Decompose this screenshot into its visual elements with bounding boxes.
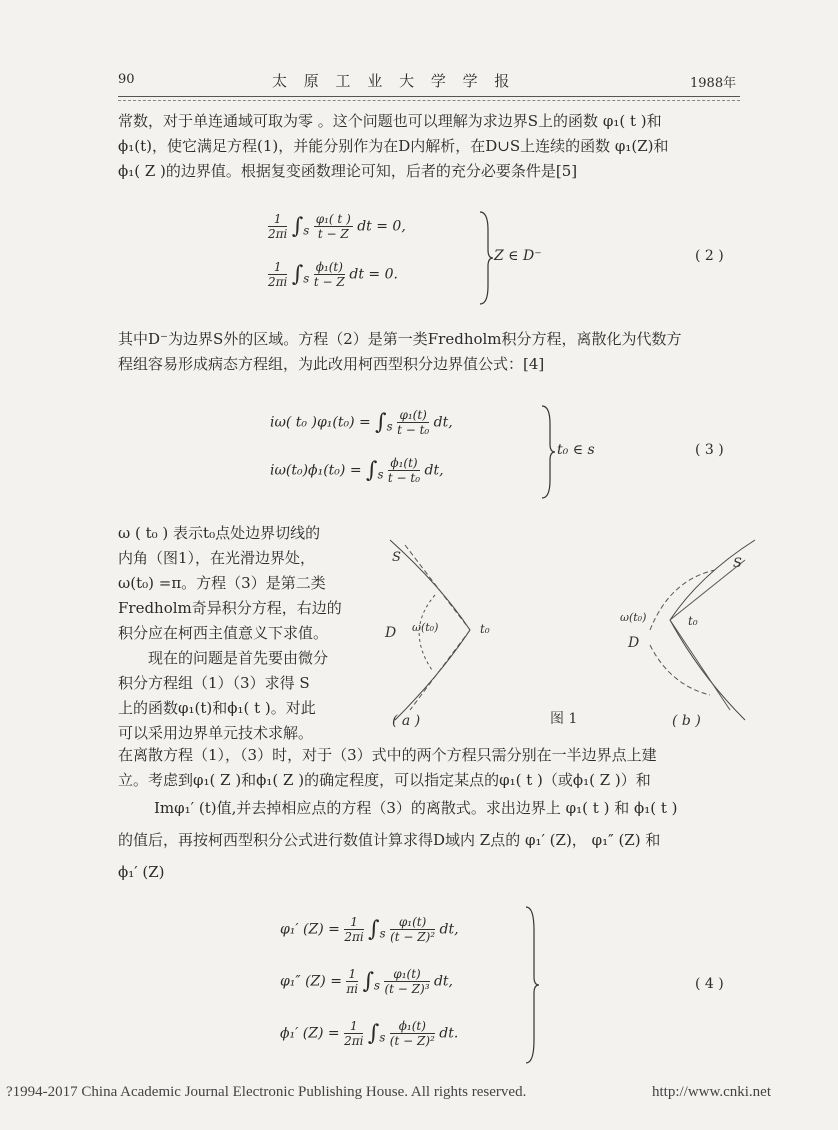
text-line: 其中D⁻为边界S外的区域。方程（2）是第一类Fredholm积分方程，离散化为代数方 — [118, 330, 682, 348]
eq3-line-2: $i\omega(t_0)\phi_1(t_0) = \int_s$ $\frac{\text{ϕ₁(t)}}{\text{t − t₀}}$ dt, — [270, 456, 444, 485]
text-line: 上的函数φ₁(t)和ϕ₁( t )。对此 — [118, 699, 316, 717]
text-line: ω(t₀) =π。方程（3）是第二类 — [118, 574, 326, 592]
eq3-line-1: iω( t₀ )$\varphi_1(t_0) = \int_s$ $\frac{\text{φ₁(t)}}{\text{t − t₀}}$ dt, — [270, 408, 453, 437]
label-t0-a: t₀ — [480, 622, 490, 636]
text-line: 常数，对于单连通域可取为零 。这个问题也可以理解为求边界S上的函数 φ₁( t )和 — [118, 112, 662, 130]
eq3-brace — [540, 404, 556, 500]
year: 1988年 — [690, 76, 737, 91]
text-line: ϕ₁( Z )的边界值。根据复变函数理论可知，后者的充分必要条件是[5] — [118, 162, 578, 180]
text-line: 可以采用边界单元技术求解。 — [118, 724, 314, 742]
eq2-brace — [478, 210, 494, 306]
footer-url[interactable]: http://www.cnki.net — [652, 1084, 772, 1100]
label-t0-b: t₀ — [688, 614, 698, 628]
text-line: Imφ₁′ (t)值,并去掉相应点的方程（3）的离散式。求出边界上 φ₁( t ) 和 ϕ₁( t ) — [154, 799, 678, 817]
eq2-line-2: $\frac{1}{2\pi i}$ $\int_s$ $\frac{\text{ϕ₁(t)}}{t - Z}$ dt = 0. — [268, 260, 398, 289]
eq3-condition: t₀ ∈ s — [557, 442, 595, 458]
eq4-brace — [524, 905, 540, 1065]
figure-1a — [384, 540, 490, 729]
header-rule-dashed — [118, 100, 740, 101]
label-omega-a: ω(t₀) — [412, 621, 439, 634]
eq2-condition: Z ∈ D⁻ — [494, 248, 542, 264]
figure-1 — [370, 535, 770, 730]
text-line: 立。考虑到φ₁( Z )和ϕ₁( Z )的确定程度，可以指定某点的φ₁( t )（或ϕ₁( Z )）和 — [118, 771, 651, 789]
eq4-line-2: φ₁″ (Z) = $\frac{1}{\pi i}$ $\int_s$ $\frac{\text{φ₁(t)}}{\text{(t − Z)³}}$ dt, — [280, 967, 454, 996]
journal-title: 太 原 工 业 大 学 学 报 — [272, 72, 516, 90]
header-rule — [118, 96, 740, 97]
equation-2 — [268, 212, 406, 300]
tangent-line-a-2 — [410, 630, 470, 710]
text-line: ϕ₁′ (Z) — [118, 863, 165, 881]
equation-4 — [280, 915, 459, 1059]
page-number: 90 — [118, 72, 135, 87]
text-line: 内角（图1），在光滑边界处， — [118, 549, 316, 567]
paragraph-2 — [118, 328, 682, 375]
figure-1b — [620, 540, 755, 729]
label-s-b: S — [733, 556, 742, 571]
text-line: 的值后，再按柯西型积分公式进行数值计算求得D域内 Z点的 φ₁′ (Z)， φ₁″ (Z) 和 — [118, 831, 661, 849]
arrow-arc-b-2 — [650, 645, 710, 695]
label-d-a: D — [385, 625, 397, 641]
eq4-number: ( 4 ) — [695, 976, 724, 992]
text-line: 程组容易形成病态方程组，为此改用柯西型积分边界值公式：[4] — [118, 355, 545, 373]
footer-copyright: ?1994-2017 China Academic Journal Electronic Publishing House. All rights reserved. — [6, 1084, 527, 1100]
text-line: Fredholm奇异积分方程，右边的 — [118, 599, 342, 617]
figure-caption: 图 1 — [550, 711, 578, 727]
text-line: 积分方程组（1）（3）求得 S — [118, 674, 310, 692]
eq4-line-1: φ₁′ (Z) = $\frac{1}{2\pi i}$ $\int_s$ $\frac{\text{φ₁(t)}}{\text{(t − Z)²}}$ dt, — [280, 915, 459, 944]
eq2-line-1: $\frac{1}{2\pi i}$ $\int_s$ $\frac{\text{φ₁( t )}}{t - Z}$ dt = 0, — [268, 212, 406, 241]
caption-a: ( a ) — [392, 713, 421, 729]
caption-b: ( b ) — [672, 713, 701, 729]
tangent-line-b-2 — [670, 620, 730, 710]
text-line: 积分应在柯西主值意义下求值。 — [118, 624, 329, 642]
eq4-line-3: ϕ₁′ (Z) = $\frac{1}{2\pi i}$ $\int_s$ $\frac{\text{ϕ₁(t)}}{\text{(t − Z)²}}$ dt. — [280, 1019, 459, 1048]
text-line: ϕ₁(t)，使它满足方程(1)，并能分别作为在D内解析，在D∪S上连续的函数 φ₁(Z)和 — [118, 137, 669, 155]
paragraph-1 — [118, 110, 669, 182]
label-s-a: S — [392, 550, 401, 565]
boundary-curve-b — [670, 540, 755, 720]
eq2-number: ( 2 ) — [695, 248, 724, 264]
equation-3 — [270, 408, 453, 496]
paragraph-4 — [118, 744, 677, 883]
paragraph-3 — [118, 522, 342, 744]
text-line: 在离散方程（1），（3）时，对于（3）式中的两个方程只需分别在一半边界点上建 — [118, 746, 657, 764]
label-omega-b: ω(t₀) — [620, 611, 647, 624]
text-line: ω ( t₀ ) 表示t₀点处边界切线的 — [118, 524, 321, 542]
eq3-number: ( 3 ) — [695, 442, 724, 458]
label-d-b: D — [628, 635, 640, 651]
text-line: 现在的问题是首先要由微分 — [148, 649, 329, 667]
